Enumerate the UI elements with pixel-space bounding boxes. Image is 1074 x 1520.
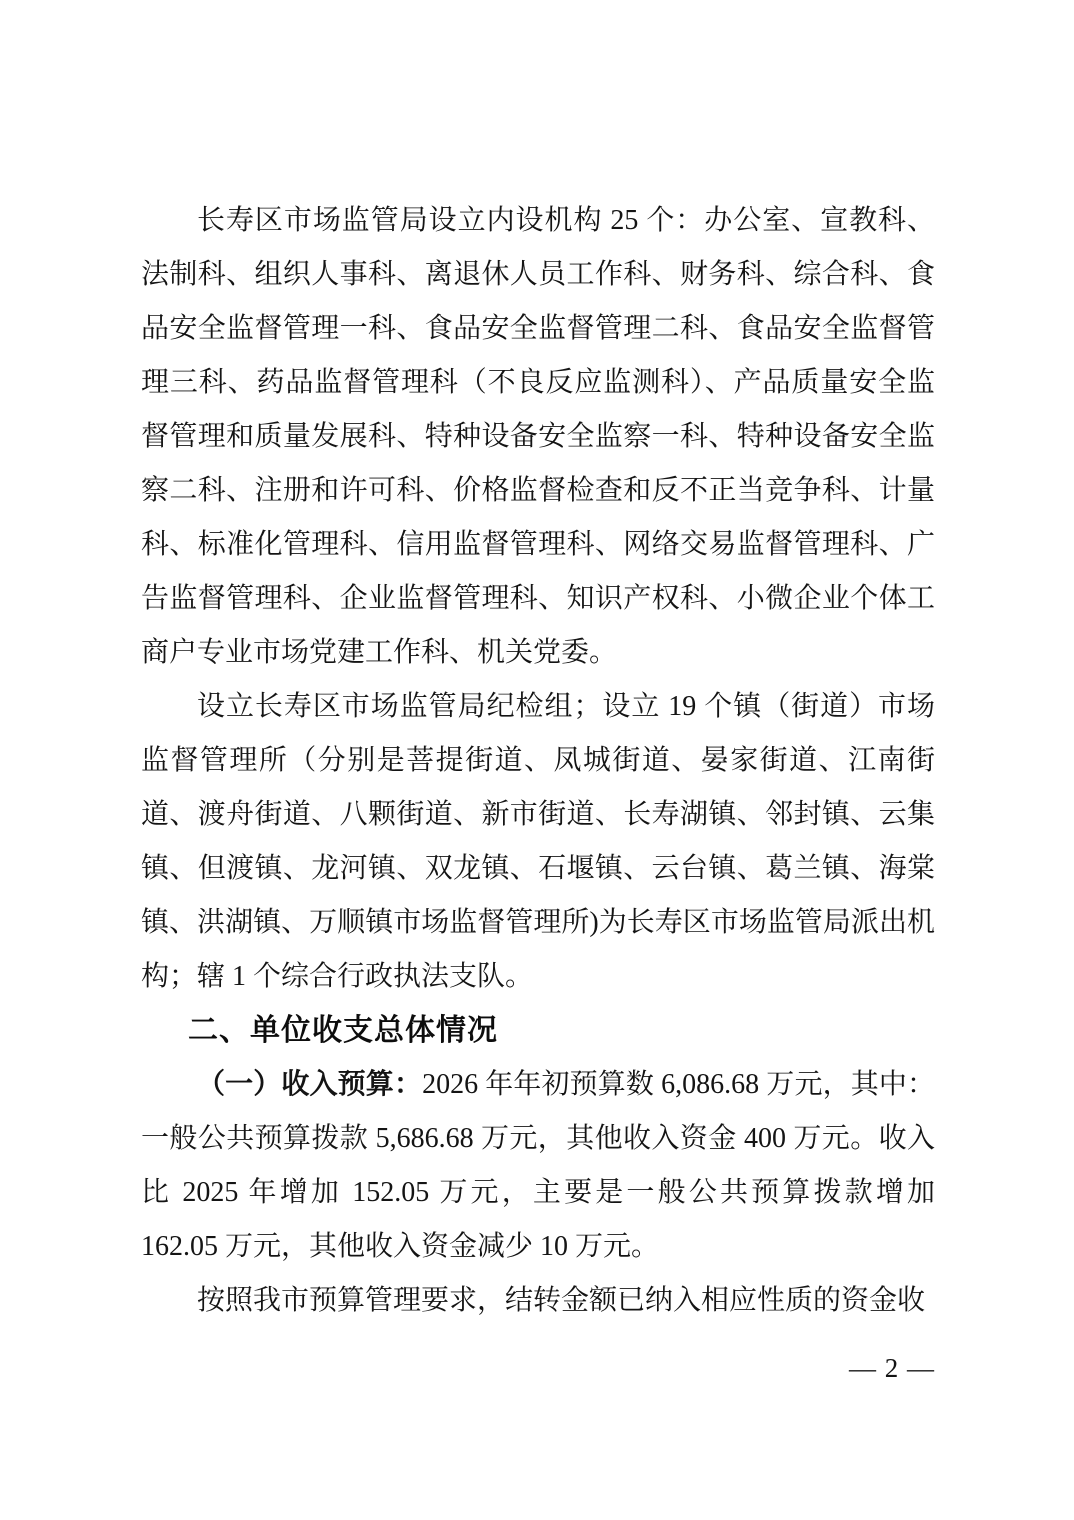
- page-number: — 2 —: [849, 1353, 935, 1383]
- paragraph-dispatched-organizations: 设立长寿区市场监管局纪检组；设立 19 个镇（街道）市场监督管理所（分别是菩提街道、凤城街道、晏家街道、江南街道、渡舟街道、八颗街道、新市街道、长寿湖镇、邻封镇、云集镇、但渡镇、龙河镇、双龙镇、石堰镇、云台镇、葛兰镇、海棠镇、洪湖镇、万顺镇市场监督管理所)为长寿区市场监管局派出机构；辖 1 个综合行政执法支队。: [141, 691, 935, 992]
- income-budget-detail-text: 2026 年年初预算数 6,086.68 万元，其中：一般公共预算拨款 5,686.68 万元，其他收入资金 400 万元。收入比 2025 年增加 152.05 万元，主要是一般公共预算拨款增加 162.05 万元，其他收入资金减少 10 万元。: [141, 1069, 935, 1262]
- paragraph-internal-organizations: 长寿区市场监管局设立内设机构 25 个：办公室、宣教科、法制科、组织人事科、离退休人员工作科、财务科、综合科、食品安全监督管理一科、食品安全监督管理二科、食品安全监督管理三科、药品监督管理科（不良反应监测科）、产品质量安全监督管理和质量发展科、特种设备安全监察一科、特种设备安全监察二科、注册和许可科、价格监督检查和反不正当竞争科、计量科、标准化管理科、信用监督管理科、网络交易监督管理科、广告监督管理科、企业监督管理科、知识产权科、小微企业个体工商户专业市场党建工作科、机关党委。: [141, 205, 935, 668]
- paragraph-carryover-note: 按照我市预算管理要求，结转金额已纳入相应性质的资金收: [197, 1285, 926, 1316]
- income-budget-lead-label: （一）收入预算：: [197, 1069, 423, 1100]
- paragraph-income-budget: [141, 1058, 935, 1274]
- document-body: [141, 194, 935, 1328]
- section-heading-revenue-expenditure: 二、单位收支总体情况: [188, 1014, 498, 1047]
